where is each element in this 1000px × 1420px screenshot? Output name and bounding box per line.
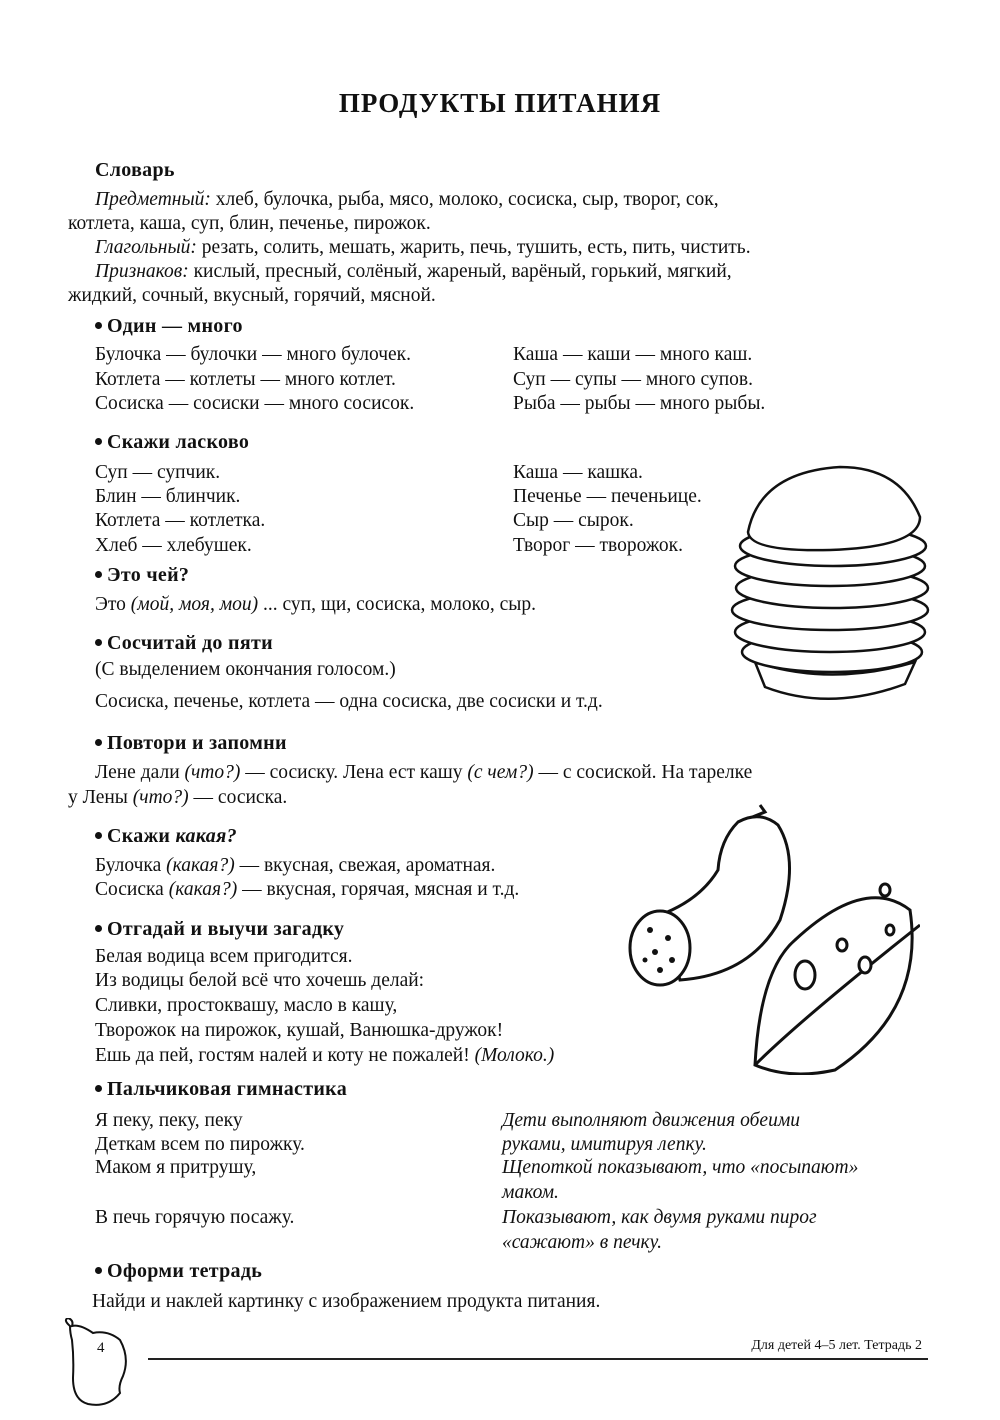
riddle-line: [95, 1044, 554, 1068]
bullet-icon: [95, 925, 102, 932]
heading-text: Повтори и запомни: [107, 732, 287, 754]
heading-text: Скажи: [107, 825, 171, 847]
repeat-heading: [95, 731, 287, 755]
list-item: Суп — супы — много супов.: [513, 369, 753, 390]
text: — с сосиской. На тарелке: [533, 762, 753, 783]
list-item: Сосиска — сосиски — много сосисок.: [95, 393, 415, 414]
instruction-line: Дети выполняют движения обеими: [502, 1110, 801, 1131]
heading-text: Оформи тетрадь: [107, 1260, 263, 1282]
bullet-icon: [95, 739, 102, 746]
list-item: Суп — супчик.: [95, 462, 221, 483]
poem-line: Деткам всем по пирожку.: [95, 1134, 305, 1155]
count-note: (С выделением окончания голосом.): [95, 659, 396, 680]
pear-icon: [58, 1318, 138, 1408]
riddle-line: Белая водица всем пригодится.: [95, 946, 353, 967]
whose-heading: [95, 563, 189, 587]
repeat-line: [95, 761, 752, 785]
question: (что?): [184, 762, 241, 783]
bullet-icon: [95, 1085, 102, 1092]
list-item: Блин — блинчик.: [95, 486, 241, 507]
finger-heading: [95, 1077, 347, 1101]
vocab-subject-line: [95, 188, 719, 212]
label: Предметный:: [95, 189, 211, 210]
vocab-heading: Словарь: [95, 159, 175, 181]
question: (с чем?): [467, 762, 534, 783]
text: кислый, пресный, солёный, жареный, варёный, горький, мягкий,: [188, 261, 732, 282]
list-item: Хлеб — хлебушек.: [95, 535, 252, 556]
question: (мой, моя, мои): [130, 594, 259, 615]
vocab-verb-line: [95, 236, 751, 260]
count-heading: [95, 631, 273, 655]
one-many-heading: [95, 314, 243, 338]
bullet-icon: [95, 322, 102, 329]
list-item: Котлета — котлеты — много котлет.: [95, 369, 396, 390]
vocab-adj-line: [95, 260, 732, 284]
text: — вкусная, свежая, ароматная.: [234, 855, 496, 876]
text: хлеб, булочка, рыба, мясо, молоко, сосиска, сыр, творог, сок,: [210, 189, 719, 210]
vocab-adj-line-2: жидкий, сочный, вкусный, горячий, мясной.: [68, 285, 436, 306]
text: Это: [95, 594, 131, 615]
list-item: Творог — творожок.: [513, 535, 683, 556]
text: резать, солить, мешать, жарить, печь, тушить, есть, пить, чистить.: [196, 237, 751, 258]
heading-text: Это чей?: [107, 564, 190, 586]
instruction-line: Показывают, как двумя руками пирог: [502, 1207, 817, 1228]
instruction-line: маком.: [502, 1182, 559, 1203]
text: ... суп, щи, сосиска, молоко, сыр.: [258, 594, 536, 615]
list-item: Печенье — печеньице.: [513, 486, 702, 507]
list-item: Котлета — котлетка.: [95, 510, 266, 531]
footer-divider: [148, 1358, 928, 1360]
riddle-line: Творожок на пирожок, кушай, Ванюшка-дружок!: [95, 1020, 504, 1041]
heading-text: Отгадай и выучи загадку: [107, 918, 345, 940]
heading-text: Скажи ласково: [107, 431, 250, 453]
bullet-icon: [95, 571, 102, 578]
riddle-line: Из водицы белой всё что хочешь делай:: [95, 970, 425, 991]
notebook-heading: [95, 1259, 262, 1283]
question: (какая?): [168, 879, 238, 900]
instruction-line: руками, имитируя лепку.: [502, 1134, 707, 1155]
instruction-line: «сажают» в печку.: [502, 1232, 662, 1253]
notebook-text: Найди и наклей картинку с изображением продукта питания.: [92, 1291, 601, 1312]
sausage-cheese-illustration: [620, 800, 920, 1075]
page-number: 4: [97, 1340, 105, 1356]
text: Булочка: [95, 855, 167, 876]
bullet-icon: [95, 639, 102, 646]
text: — вкусная, горячая, мясная и т.д.: [237, 879, 520, 900]
riddle-line: Сливки, простоквашу, масло в кашу,: [95, 995, 398, 1016]
question: (какая?): [166, 855, 235, 876]
page-title: ПРОДУКТЫ ПИТАНИЯ: [338, 88, 662, 118]
heading-text: Сосчитай до пяти: [107, 632, 273, 654]
which-line: [95, 878, 519, 902]
text: — сосиска.: [188, 787, 288, 808]
riddle-answer: (Молоко.): [474, 1045, 555, 1066]
pancakes-illustration: [730, 462, 935, 707]
bullet-icon: [95, 1267, 102, 1274]
heading-text: Пальчиковая гимнастика: [107, 1078, 347, 1100]
vocab-subject-line-2: котлета, каша, суп, блин, печенье, пирожок.: [68, 213, 431, 234]
riddle-heading: [95, 917, 344, 941]
list-item: Булочка — булочки — много булочек.: [95, 344, 412, 365]
poem-line: Я пеку, пеку, пеку: [95, 1110, 243, 1131]
text: — сосиску. Лена ест кашу: [240, 762, 468, 783]
text: Лене дали: [95, 762, 185, 783]
whose-line: [95, 593, 536, 617]
list-item: Сыр — сырок.: [513, 510, 634, 531]
list-item: Каша — кашка.: [513, 462, 643, 483]
bullet-icon: [95, 832, 102, 839]
heading-text: Один — много: [107, 315, 243, 337]
poem-line: Маком я притрушу,: [95, 1157, 257, 1178]
bullet-icon: [95, 438, 102, 445]
heading-question: какая?: [175, 825, 237, 847]
text: Сосиска: [95, 879, 169, 900]
repeat-line-2: [68, 786, 287, 810]
list-item: Рыба — рыбы — много рыбы.: [513, 393, 766, 414]
label: Признаков:: [95, 261, 189, 282]
footer-caption: Для детей 4–5 лет. Тетрадь 2: [751, 1338, 922, 1353]
label: Глагольный:: [95, 237, 197, 258]
affection-heading: [95, 430, 249, 454]
poem-line: В печь горячую посажу.: [95, 1207, 295, 1228]
question: (что?): [132, 787, 189, 808]
count-text: Сосиска, печенье, котлета — одна сосиска, две сосиски и т.д.: [95, 691, 603, 712]
text: у Лены: [68, 787, 133, 808]
which-line: [95, 854, 495, 878]
which-heading: [95, 824, 237, 848]
instruction-line: Щепоткой показывают, что «посыпают»: [502, 1157, 859, 1178]
text: Ешь да пей, гостям налей и коту не пожалей!: [95, 1045, 475, 1066]
list-item: Каша — каши — много каш.: [513, 344, 753, 365]
